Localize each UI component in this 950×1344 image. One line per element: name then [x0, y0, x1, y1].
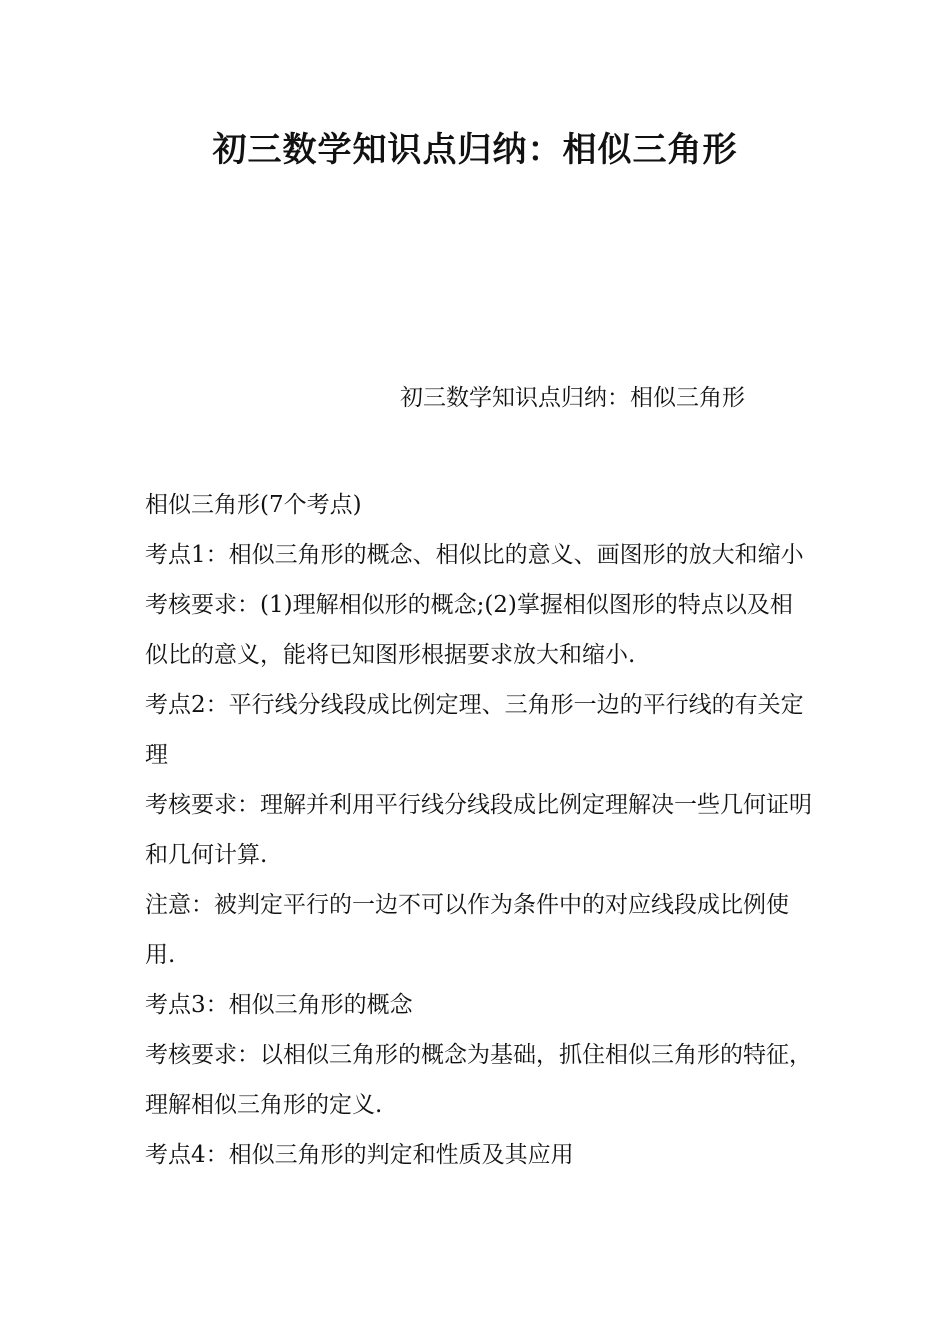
paragraph-note: 注意：被判定平行的一边不可以作为条件中的对应线段成比例使用.	[145, 892, 789, 968]
paragraph-point-3: 考点3：相似三角形的概念	[145, 992, 413, 1018]
paragraph-point-2-requirement: 考核要求：理解并利用平行线分线段成比例定理解决一些几何证明和几何计算.	[145, 792, 812, 868]
paragraph-point-3-requirement: 考核要求：以相似三角形的概念为基础，抓住相似三角形的特征，理解相似三角形的定义.	[145, 1042, 812, 1118]
paragraph-point-4: 考点4：相似三角形的判定和性质及其应用	[145, 1142, 574, 1168]
paragraph-point-1: 考点1：相似三角形的概念、相似比的意义、画图形的放大和缩小	[145, 542, 804, 568]
paragraph-section-heading: 相似三角形(7个考点)	[145, 492, 362, 518]
document-subtitle: 初三数学知识点归纳：相似三角形	[400, 385, 745, 411]
paragraph-point-2: 考点2：平行线分线段成比例定理、三角形一边的平行线的有关定理	[145, 692, 804, 768]
page-title: 初三数学知识点归纳：相似三角形	[212, 130, 738, 170]
paragraph-point-1-requirement: 考核要求：(1)理解相似形的概念;(2)掌握相似图形的特点以及相似比的意义，能将已知图形根据要求放大和缩小.	[145, 592, 793, 668]
document-body	[145, 480, 813, 1180]
